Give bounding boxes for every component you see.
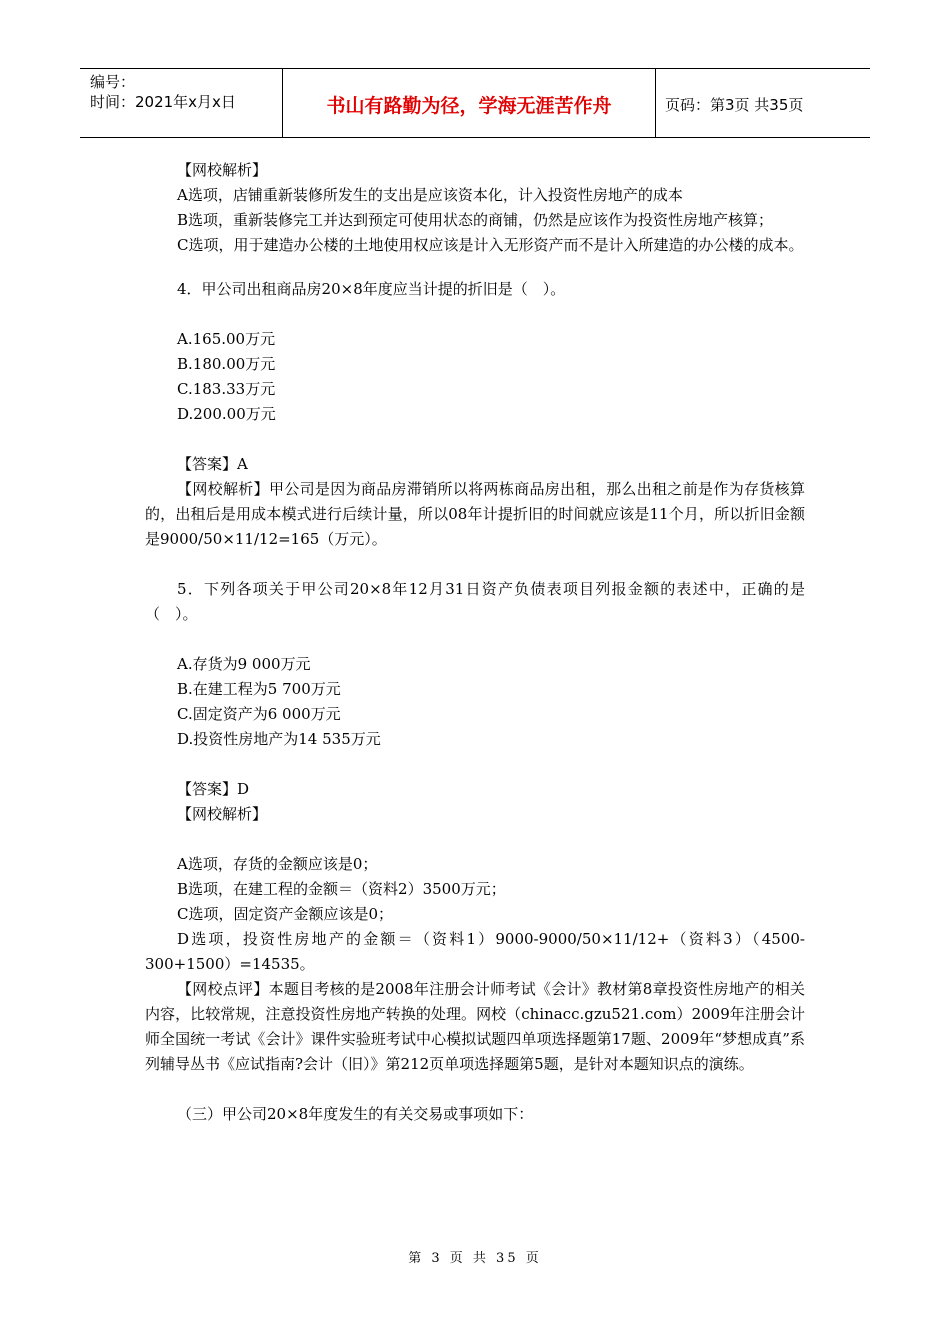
q5-option-d: D.投资性房地产为14 535万元 <box>177 730 381 748</box>
number-label: 编号： <box>90 73 136 91</box>
q5-explanation-a: A选项，存货的金额应该是0； <box>177 855 378 873</box>
q5-answer: 【答案】D <box>177 780 250 798</box>
q5-explanation-b: B选项，在建工程的金额＝（资料2）3500万元； <box>177 880 506 898</box>
section-3-heading: （三）甲公司20×8年度发生的有关交易或事项如下： <box>177 1105 534 1123</box>
q4-option-b: B.180.00万元 <box>177 355 276 373</box>
analysis-heading: 【网校解析】 <box>177 161 268 179</box>
page-footer: 第 3 页 共 35 页 <box>408 1251 542 1266</box>
question-5: 5．下列各项关于甲公司20×8年12月31日资产负债表项目列报金额的表述中，正确的是（ ）。 <box>145 580 805 623</box>
q5-option-b: B.在建工程为5 700万元 <box>177 680 341 698</box>
document-body <box>145 158 805 1127</box>
motto: 书山有路勤为径，学海无涯苦作舟 <box>326 95 612 117</box>
q5-option-a: A.存货为9 000万元 <box>177 655 311 673</box>
analysis-option-c: C选项，用于建造办公楼的土地使用权应该是计入无形资产而不是计入所建造的办公楼的成本。 <box>177 236 804 254</box>
q4-option-a: A.165.00万元 <box>177 330 276 348</box>
analysis-option-a: A选项，店铺重新装修所发生的支出是应该资本化，计入投资性房地产的成本 <box>177 186 683 204</box>
q5-explanation-c: C选项，固定资产金额应该是0； <box>177 905 394 923</box>
q5-explanation-d: D选项，投资性房地产的金额＝（资料1）9000-9000/50×11/12+（资料3）（4500-300+1500）=14535。 <box>145 930 805 973</box>
header-meta <box>80 69 282 137</box>
review-comment: 【网校点评】本题目考核的是2008年注册会计师考试《会计》教材第8章投资性房地产的相关内容，比较常规，注意投资性房地产转换的处理。网校（chinacc.gzu521.com）2009年注册会计师全国统一考试《会计》课件实验班考试中心模拟试题四单项选择题第17题、2009年“梦想成真”系列辅导丛书《应试指南?会计（旧）》第212页单项选择题第5题，是针对本题知识点的演练。 <box>145 980 805 1073</box>
page-label: 页码：第3页 共35页 <box>665 96 804 114</box>
q4-analysis: 【网校解析】甲公司是因为商品房滞销所以将两栋商品房出租，那么出租之前是作为存货核算的，出租后是用成本模式进行后续计量，所以08年计提折旧的时间就应该是11个月，所以折旧金额是9000/50×11/12=165（万元）。 <box>145 480 805 548</box>
q4-option-d: D.200.00万元 <box>177 405 276 423</box>
q4-option-c: C.183.33万元 <box>177 380 276 398</box>
time-label: 时间：2021年x月x日 <box>90 93 236 111</box>
q5-analysis-heading: 【网校解析】 <box>177 805 268 823</box>
header-page-cell <box>655 69 870 137</box>
q4-answer: 【答案】A <box>177 455 248 473</box>
q5-option-c: C.固定资产为6 000万元 <box>177 705 341 723</box>
question-4: 4．甲公司出租商品房20×8年度应当计提的折旧是（ ）。 <box>177 280 566 298</box>
analysis-option-b: B选项，重新装修完工并达到预定可使用状态的商铺，仍然是应该作为投资性房地产核算； <box>177 211 774 229</box>
header-motto-cell <box>282 69 656 137</box>
page-header <box>80 68 870 138</box>
